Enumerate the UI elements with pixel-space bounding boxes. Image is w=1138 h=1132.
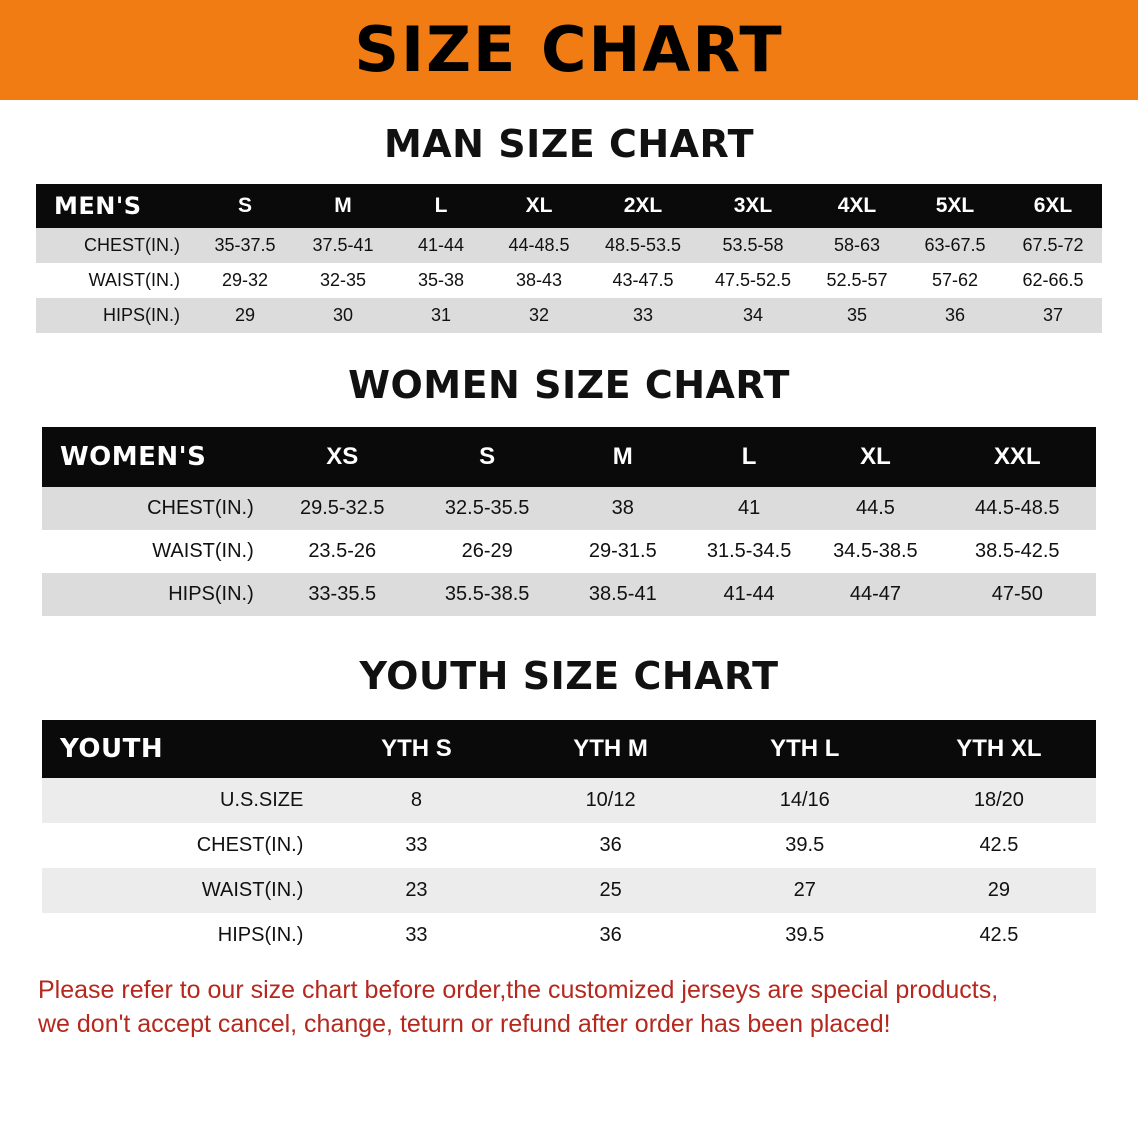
man-header-cell: 5XL	[906, 184, 1004, 228]
women-cell: 44.5	[812, 487, 938, 530]
policy-note-line-2: we don't accept cancel, change, teturn or refund after order has been placed!	[38, 1009, 891, 1038]
man-cell: 48.5-53.5	[588, 228, 698, 263]
youth-cell: 10/12	[514, 778, 708, 823]
policy-note-line-1: Please refer to our size chart before order,the customized jerseys are special products,	[38, 976, 999, 1004]
women-row-label: HIPS(IN.)	[42, 573, 270, 616]
table-header-row	[36, 184, 1102, 228]
youth-row-label: WAIST(IN.)	[42, 868, 319, 913]
man-cell: 57-62	[906, 263, 1004, 298]
women-cell: 33-35.5	[270, 573, 415, 616]
man-row-label: WAIST(IN.)	[36, 263, 196, 298]
women-row-label: WAIST(IN.)	[42, 530, 270, 573]
women-cell: 26-29	[415, 530, 560, 573]
man-header-cell: S	[196, 184, 294, 228]
women-cell: 38.5-41	[560, 573, 686, 616]
man-header-cell: L	[392, 184, 490, 228]
youth-cell: 18/20	[902, 778, 1096, 823]
youth-row-label: HIPS(IN.)	[42, 913, 319, 958]
man-cell: 58-63	[808, 228, 906, 263]
women-cell: 41	[686, 487, 812, 530]
page-title: SIZE CHART	[354, 13, 784, 86]
man-cell: 30	[294, 298, 392, 333]
man-header-cell: 3XL	[698, 184, 808, 228]
man-cell: 32-35	[294, 263, 392, 298]
women-cell: 35.5-38.5	[415, 573, 560, 616]
man-cell: 35-37.5	[196, 228, 294, 263]
man-cell: 67.5-72	[1004, 228, 1102, 263]
table-row	[36, 298, 1102, 333]
man-cell: 38-43	[490, 263, 588, 298]
man-cell: 33	[588, 298, 698, 333]
youth-cell: 42.5	[902, 823, 1096, 868]
man-cell: 37.5-41	[294, 228, 392, 263]
youth-header-cell: YTH XL	[902, 720, 1096, 778]
man-cell: 29	[196, 298, 294, 333]
youth-cell: 36	[514, 913, 708, 958]
man-cell: 32	[490, 298, 588, 333]
man-cell: 34	[698, 298, 808, 333]
man-cell: 41-44	[392, 228, 490, 263]
women-cell: 44.5-48.5	[939, 487, 1096, 530]
women-cell: 29.5-32.5	[270, 487, 415, 530]
man-row-label: CHEST(IN.)	[36, 228, 196, 263]
youth-size-table	[42, 720, 1096, 958]
women-cell: 38.5-42.5	[939, 530, 1096, 573]
women-cell: 31.5-34.5	[686, 530, 812, 573]
youth-header-cell: YOUTH	[42, 720, 319, 778]
youth-cell: 25	[514, 868, 708, 913]
women-cell: 29-31.5	[560, 530, 686, 573]
women-size-table	[42, 427, 1096, 616]
man-cell: 44-48.5	[490, 228, 588, 263]
table-row	[42, 823, 1096, 868]
women-header-cell: WOMEN'S	[42, 427, 270, 487]
man-size-table	[36, 184, 1102, 333]
women-header-cell: XXL	[939, 427, 1096, 487]
table-row	[36, 228, 1102, 263]
youth-cell: 39.5	[708, 823, 902, 868]
women-header-cell: M	[560, 427, 686, 487]
man-cell: 36	[906, 298, 1004, 333]
youth-cell: 33	[319, 913, 513, 958]
man-section-title: MAN SIZE CHART	[383, 122, 755, 166]
women-row-label: CHEST(IN.)	[42, 487, 270, 530]
man-header-cell: 4XL	[808, 184, 906, 228]
man-cell: 37	[1004, 298, 1102, 333]
table-header-row	[42, 720, 1096, 778]
women-cell: 47-50	[939, 573, 1096, 616]
man-cell: 62-66.5	[1004, 263, 1102, 298]
man-cell: 63-67.5	[906, 228, 1004, 263]
man-header-cell: 6XL	[1004, 184, 1102, 228]
youth-section-title: YOUTH SIZE CHART	[359, 654, 779, 698]
table-row	[42, 487, 1096, 530]
youth-row-label: U.S.SIZE	[42, 778, 319, 823]
table-row	[36, 263, 1102, 298]
table-row	[42, 573, 1096, 616]
youth-header-cell: YTH L	[708, 720, 902, 778]
table-row	[42, 913, 1096, 958]
youth-cell: 39.5	[708, 913, 902, 958]
man-cell: 31	[392, 298, 490, 333]
man-header-cell: M	[294, 184, 392, 228]
women-cell: 32.5-35.5	[415, 487, 560, 530]
table-row	[42, 530, 1096, 573]
policy-note	[38, 974, 1100, 1042]
man-cell: 35	[808, 298, 906, 333]
youth-header-cell: YTH M	[514, 720, 708, 778]
table-row	[42, 778, 1096, 823]
youth-cell: 14/16	[708, 778, 902, 823]
page-banner	[0, 0, 1138, 100]
youth-cell: 8	[319, 778, 513, 823]
man-row-label: HIPS(IN.)	[36, 298, 196, 333]
women-cell: 41-44	[686, 573, 812, 616]
table-header-row	[42, 427, 1096, 487]
youth-cell: 23	[319, 868, 513, 913]
youth-cell: 33	[319, 823, 513, 868]
man-cell: 35-38	[392, 263, 490, 298]
women-cell: 44-47	[812, 573, 938, 616]
man-cell: 52.5-57	[808, 263, 906, 298]
table-row	[42, 868, 1096, 913]
women-cell: 34.5-38.5	[812, 530, 938, 573]
women-section-title: WOMEN SIZE CHART	[348, 363, 790, 407]
man-cell: 43-47.5	[588, 263, 698, 298]
man-cell: 53.5-58	[698, 228, 808, 263]
women-cell: 23.5-26	[270, 530, 415, 573]
man-cell: 29-32	[196, 263, 294, 298]
youth-cell: 27	[708, 868, 902, 913]
man-header-cell: XL	[490, 184, 588, 228]
man-cell: 47.5-52.5	[698, 263, 808, 298]
man-header-cell: 2XL	[588, 184, 698, 228]
man-header-cell: MEN'S	[36, 184, 196, 228]
youth-cell: 42.5	[902, 913, 1096, 958]
youth-cell: 36	[514, 823, 708, 868]
women-header-cell: S	[415, 427, 560, 487]
youth-row-label: CHEST(IN.)	[42, 823, 319, 868]
women-header-cell: L	[686, 427, 812, 487]
youth-cell: 29	[902, 868, 1096, 913]
women-cell: 38	[560, 487, 686, 530]
women-header-cell: XS	[270, 427, 415, 487]
women-header-cell: XL	[812, 427, 938, 487]
youth-header-cell: YTH S	[319, 720, 513, 778]
